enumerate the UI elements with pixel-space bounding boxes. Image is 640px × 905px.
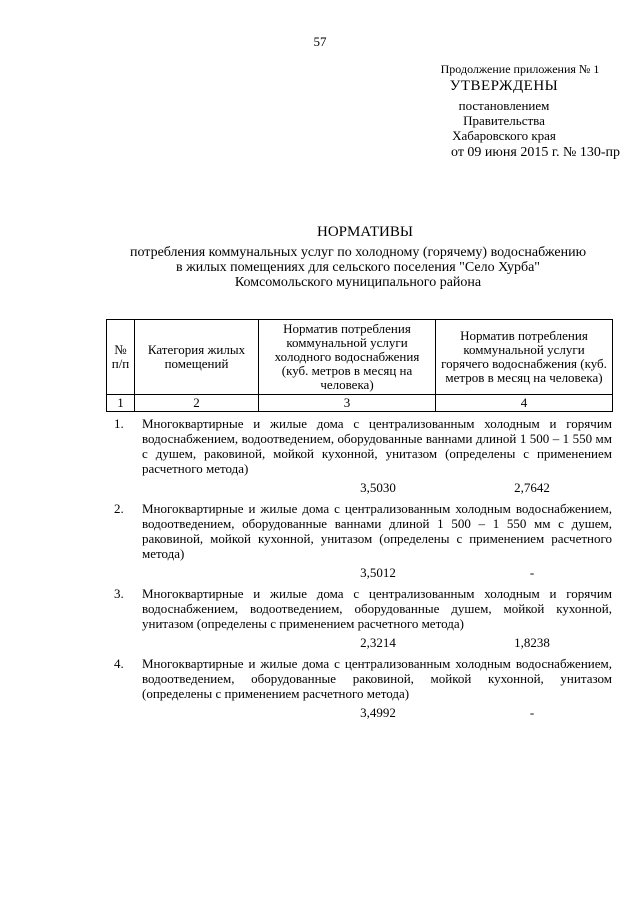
category-description: Многоквартирные и жилые дома с централизованным холодным водоснабжением, водоотведением, оборудованные раковиной, мойкой кухонной, унитазом (определены с применением расчетного метода) — [142, 656, 612, 701]
category-values — [106, 705, 612, 722]
column-number: 2 — [135, 395, 259, 412]
approval-line: Хабаровского края — [452, 128, 556, 143]
category-description: Многоквартирные и жилые дома с централизованным холодным и горячим водоснабжением, водоотведением, оборудованные ваннами длиной 1 500 – 1 550 мм с душем, раковиной, мойкой кухонной, унитазом (определены с применением расчетного метода) — [142, 416, 612, 476]
hot-water-value: - — [529, 705, 535, 720]
approval-line: Правительства — [463, 113, 545, 128]
document-title: НОРМАТИВЫ — [317, 224, 413, 240]
hot-water-value: 1,8238 — [514, 635, 550, 650]
approval-date: от 09 июня 2015 г. № 130-пр — [451, 145, 620, 160]
category-number: 3. — [114, 586, 124, 601]
category-values — [106, 480, 612, 497]
cold-water-value: 3,5012 — [360, 565, 396, 580]
subtitle-line: Комсомольского муниципального района — [234, 275, 482, 290]
document-subtitle — [105, 245, 611, 290]
subtitle-line: потребления коммунальных услуг по холодному (горячему) водоснабжению — [129, 245, 587, 260]
category-number: 1. — [114, 416, 124, 431]
category-values — [106, 565, 612, 582]
column-number: 4 — [436, 395, 613, 412]
cold-water-value: 3,4992 — [360, 705, 396, 720]
approval-line: постановлением — [458, 98, 550, 113]
category-description: Многоквартирные и жилые дома с централизованным холодным и горячим водоснабжением, водоотведением, оборудованные душем, мойкой кухонной, унитазом (определены с применением расчетного метода) — [142, 586, 612, 631]
cold-water-value: 3,5030 — [360, 480, 396, 495]
categories-list — [106, 416, 612, 726]
table-header-row — [107, 320, 613, 395]
category-values — [106, 635, 612, 652]
header-cold-water: Норматив потребления коммунальной услуги холодного водоснабжения (куб. метров в месяц на человека) — [259, 320, 436, 395]
approved-heading: УТВЕРЖДЕНЫ — [449, 78, 559, 94]
appendix-note: Продолжение приложения № 1 — [440, 62, 600, 76]
approval-block — [392, 98, 616, 143]
category-description: Многоквартирные и жилые дома с централизованным холодным водоснабжением, водоотведением, оборудованные ваннами длиной 1 500 – 1 550 мм с душем, раковиной, мойкой кухонной, унитазом (определены с применением расчетного метода) — [142, 501, 612, 561]
norms-table — [106, 319, 613, 412]
category-item — [106, 656, 612, 722]
column-number: 1 — [107, 395, 135, 412]
hot-water-value: 2,7642 — [514, 480, 550, 495]
hot-water-value: - — [529, 565, 535, 580]
subtitle-line: в жилых помещениях для сельского поселения "Село Хурба" — [175, 260, 541, 275]
page-number: 57 — [313, 34, 327, 49]
category-item — [106, 586, 612, 652]
column-number: 3 — [259, 395, 436, 412]
cold-water-value: 2,3214 — [360, 635, 396, 650]
column-numbers-row — [107, 395, 613, 412]
header-number: № п/п — [107, 320, 135, 395]
category-number: 4. — [114, 656, 124, 671]
category-item — [106, 501, 612, 582]
header-category: Категория жилых помещений — [135, 320, 259, 395]
category-item — [106, 416, 612, 497]
header-hot-water: Норматив потребления коммунальной услуги горячего водоснабжения (куб. метров в месяц на человека) — [436, 320, 613, 395]
category-number: 2. — [114, 501, 124, 516]
